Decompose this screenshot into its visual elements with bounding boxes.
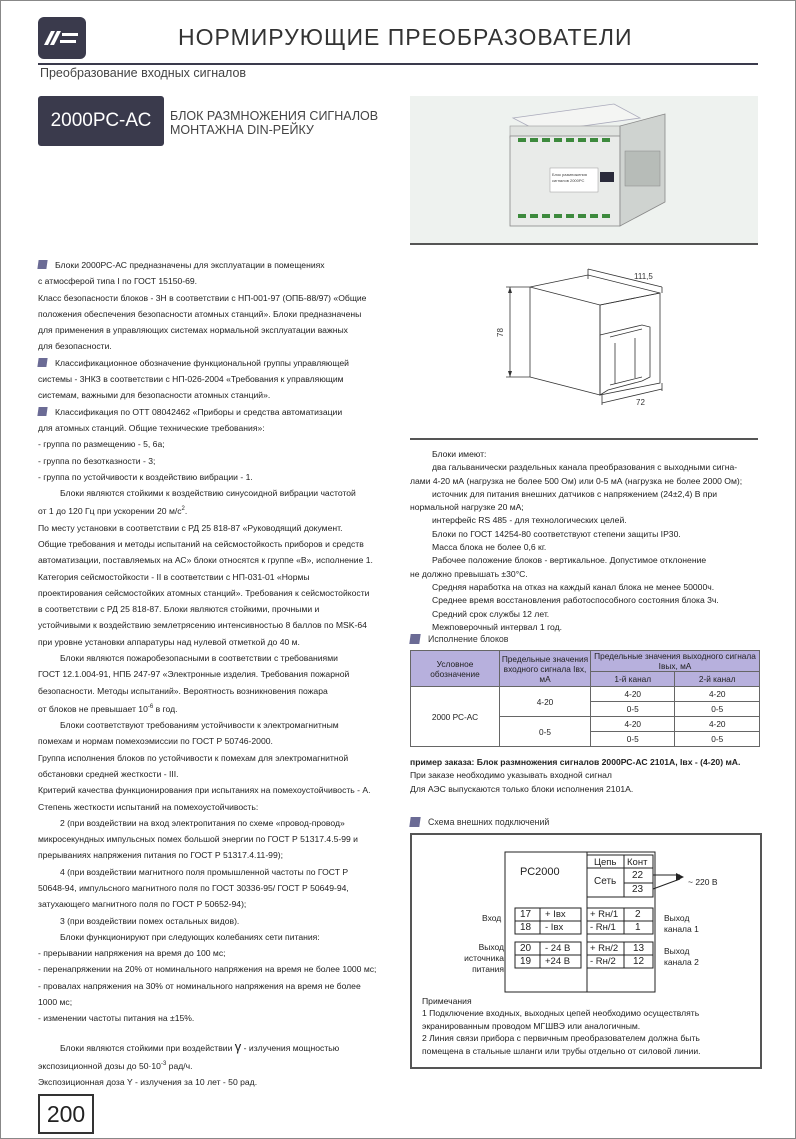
text-line: 1000 мс; [38,997,73,1008]
text-line: - группа по размещению - 5, 6а; [38,439,165,450]
order-line: пример заказа: Блок размножения сигналов 2000РС-АС 2101А, Iвх - (4-20) мА. [410,757,741,767]
output1-label-line: Выход [664,913,690,923]
versions-table [410,650,760,747]
text-line: интерфейс RS 485 - для технологических целей. [432,515,627,526]
terminal-signal: - Iвх [545,922,564,933]
circuit-header: Цепь [594,857,617,868]
text-line: прерываниях напряжения питания по ГОСТ Р 51317.4.11-99); [38,850,283,861]
text-line: микросекундных импульсных помех большой энергии по ГОСТ Р 51317.4.5-99 и [38,834,358,845]
company-logo [38,17,86,59]
table-heading-text: Исполнение блоков [428,634,509,644]
terminal-number: 19 [520,956,532,967]
text-line: Блоки по ГОСТ 14254-80 соответствуют степени защиты IP30. [432,528,681,539]
terminal-number: 13 [633,943,645,954]
text-line: нормальной нагрузке 20 мА; [410,502,524,513]
section-marker-icon [409,817,420,827]
notes [422,995,754,1057]
source-label-line: источника [464,953,504,963]
text-line: - группа по устойчивости к воздействию вибрации - 1. [38,471,253,482]
net-label: Сеть [594,876,617,887]
text-line: помехам и нормам помехоэмиссии по ГОСТ Р 50746-2000. [38,736,273,747]
terminal-number: 17 [520,909,532,920]
text-line: для безопасности. [38,341,112,352]
model-desc-line: БЛОК РАЗМНОЖЕНИЯ СИГНАЛОВ [170,109,379,123]
text-line: 4 (при воздействии магнитного поля промышленной частоты по ГОСТ Р [60,866,349,877]
note-line: экранированным проводом МГШВЭ или аналогичным. [422,1020,641,1031]
text-line: источник для питания внешних датчиков с напряжением (24±2,4) В при [432,488,718,499]
text-line: Средняя наработка на отказ на каждый канал блока не менее 50000ч. [432,581,715,592]
terminal-signal: +24 В [545,956,571,967]
text-line: от блоков не превышает $10^{-6}$ в год. [38,703,178,714]
text-line: от 1 до 120 Гц при ускорении 20 $м/с^2$. [38,506,188,517]
text-line: Блоки являются стойкими при воздействии γ - излучения мощностью [60,1038,340,1054]
text-line: два гальванически раздельных канала преобразования с выходными сигна- [432,462,738,473]
terminal-signal: + Rн/1 [590,909,619,920]
output2-label-line: канала 2 [664,957,699,967]
text-line: Категория сейсмостойкости - II в соответствии с НП-031-01 «Нормы [38,571,310,582]
text-line: - группа по безотказности - 3; [38,455,156,466]
dimension-drawing [410,245,758,440]
text-line: Общие требования и методы испытаний на сейсмостойкость приборов и средств [38,538,364,549]
note-line: 2 Линия связи прибора с первичным преобразователем должна быть [422,1033,700,1044]
header-input: Предельные значения входного сигнала Iвх, мА [500,651,591,687]
terminal-number: 1 [635,922,641,933]
text-line: Среднее время восстановления работоспособного состояния блока 3ч. [432,595,719,606]
table-cell: 0-5 [675,702,760,717]
text-line: для применения в управляющих системах нормальной эксплуатации важных [38,325,348,336]
terminal-signal: - Rн/1 [590,922,616,933]
device-label: РС2000 [520,866,560,878]
logo-mark-icon [44,30,80,46]
text-line: обстановки средней жесткости - III. [38,768,179,779]
output2-label-line: Выход [664,946,690,956]
text-line: Рабочее положение блоков - вертикальное. Допустимое отклонение [432,555,707,566]
scheme-heading-text: Схема внешних подключений [428,817,550,827]
terminal-signal: - Rн/2 [590,956,616,967]
text-line: Блоки имеют: [432,449,487,459]
output2-label [664,946,699,968]
text-line: Классификационное обозначение функциональной группы управляющей [38,355,390,371]
terminal-number: 12 [633,956,645,967]
table-cell: 0-5 [591,732,675,747]
header-channel-2: 2-й канал [675,672,760,687]
svg-text:78: 78 [496,328,505,337]
text-line: автоматизации, поставляемых на АС» блоки относятся к группе «В», исполнение 1. [38,555,373,566]
text-line: экспозиционной дозы до $50\cdot 10^{-3}$ рад/ч. [38,1060,193,1071]
text-line: Классификация по ОТТ 08042462 «Приборы и средства автоматизации [38,404,390,420]
contact-header: Конт [627,857,648,868]
bullet-icon [37,407,47,416]
note-line: помещена в стальные шланги или трубы отдельно от силовой линии. [422,1045,701,1056]
text-line: По месту установки в соответствии с РД 25 818-87 «Руководящий документ. [38,522,343,533]
wiring-scheme [410,833,762,1069]
table-cell: 4-20 [591,717,675,732]
text-line: Блоки 2000РС-АС предназначены для эксплуатации в помещениях [38,257,390,273]
text-line: - перенапряжении на 20% от номинального напряжения на время не более 1000 мс; [38,964,377,975]
text-line: Межповерочный интервал 1 год. [432,621,563,632]
bullet-icon [37,260,47,269]
text-line: ГОСТ 12.1.004-91, НПБ 247-97 «Электронные изделия. Требования пожарной [38,669,350,680]
text-line: Экспозиционная доза Y - излучения за 10 лет - 50 рад. [38,1077,258,1088]
model-description [170,109,378,137]
title-divider [38,63,758,65]
text-line: Критерий качества функционирования при испытаниях на помехоустойчивость - А. [38,785,371,796]
text-line: устойчивыми к воздействию землетрясению интенсивностью 8 баллов по MSK-64 [38,620,367,631]
product-photo [410,96,758,245]
order-example [410,756,760,796]
text-line: для атомных станций. Общие технические требования»: [38,422,265,433]
header-channel-1: 1-й канал [591,672,675,687]
text-line: Блоки соответствуют требованиям устойчивости к электромагнитным [60,720,339,731]
input-label: Вход [482,913,502,923]
table-cell: 0-5 [675,732,760,747]
text-line: Блоки являются пожаробезопасными в соответствии с требованиями [60,652,338,663]
svg-text:Блок размножения: Блок размножения [552,172,587,177]
output1-label-line: канала 1 [664,924,699,934]
net-contact-1: 22 [632,870,644,881]
text-line: Блоки функционируют при следующих колебаниях сети питания: [60,931,320,942]
text-line: 2 (при воздействии на вход электропитания по схеме «провод-провод» [60,817,345,828]
notes-title: Примечания [422,996,472,1006]
text-line: не должно превышать ±30°С. [410,568,528,579]
text-line: затухающего магнитного поля по ГОСТ Р 50652-94); [38,899,247,910]
model-badge: 2000РС-АС [38,96,164,146]
note-line: 1 Подключение входных, выходных цепей необходимо осуществлять [422,1008,700,1019]
svg-text:111,5: 111,5 [634,272,653,281]
section-subtitle: Преобразование входных сигналов [40,66,247,80]
table-row [411,687,760,702]
designation-cell: 2000 РС-АС [411,687,500,747]
text-line: Класс безопасности блоков - 3Н в соответствии с НП-001-97 (ОПБ-88/97) «Общие [38,292,367,303]
text-line: - изменении частоты питания на ±15%. [38,1013,195,1024]
arrow-right-icon [676,873,684,881]
text-line: Группа исполнения блоков по устойчивости к помехам для электромагнитной [38,752,349,763]
terminal-signal: - 24 В [545,943,571,954]
output1-label [664,913,699,935]
text-line: проектирования сейсмостойких атомных станций». Требования к сейсмостойкости [38,587,370,598]
page-number: 200 [38,1094,94,1134]
section-marker-icon [409,634,420,644]
table-cell: 4-20 [675,687,760,702]
input-cell: 4-20 [500,687,591,717]
text-line: безопасности. Методы испытаний». Вероятность возникновения пожара [38,685,328,696]
model-desc-line: МОНТАЖНА DIN-РЕЙКУ [170,123,314,137]
terminal-number: 20 [520,943,532,954]
header-output: Предельные значения выходного сигнала Iвых, мА [591,651,760,672]
table-cell: 4-20 [591,687,675,702]
text-line: с атмосферой типа I по ГОСТ 15150-69. [38,276,198,287]
order-line: Для АЭС выпускаются только блоки исполнения 2101А. [410,783,634,794]
order-line: При заказе необходимо указывать входной сигнал [410,770,612,781]
device-photo-image [410,96,758,243]
bullet-icon [37,358,47,367]
text-line: положения обеспечения безопасности атомных станций». Блоки предназначены [38,308,362,319]
svg-text:72: 72 [636,398,645,407]
table-heading [410,634,508,644]
table-header-row [411,651,760,672]
text-line: 50648-94, импульсного магнитного поля по ГОСТ 30336-95/ ГОСТ Р 50649-94, [38,883,349,893]
text-line: Средний срок службы 12 лет. [432,608,550,619]
text-line: системы - 3НКЗ в соответствии с НП-026-2004 «Требования к управляющим [38,374,344,385]
terminal-number: 2 [635,909,641,920]
table-cell: 4-20 [675,717,760,732]
terminal-signal: + Iвх [545,909,566,920]
right-column-text [410,448,760,634]
text-line: Масса блока не более 0,6 кг. [432,542,547,553]
svg-text:сигналов 2000РС: сигналов 2000РС [552,178,585,183]
source-label [452,942,504,975]
source-label-line: Выход [478,942,504,952]
terminal-signal: + Rн/2 [590,943,619,954]
net-contact-2: 23 [632,884,644,895]
header-designation: Условное обозначение [411,651,500,687]
left-column-text [38,257,390,1090]
dimension-drawing-image [410,245,758,438]
text-line: Блоки являются стойкими к воздействию синусоидной вибрации частотой [60,488,356,499]
text-line: Степень жесткости испытаний на помехоустойчивость: [38,801,259,812]
text-line: в соответствии с РД 25 818-87. Блоки являются стойкими, прочными и [38,604,320,615]
input-cell: 0-5 [500,717,591,747]
source-label-line: питания [472,964,504,974]
text-line: - провалах напряжения на 30% от номинального напряжения на время не более [38,980,361,991]
terminal-number: 18 [520,922,532,933]
page-title: НОРМИРУЮЩИЕ ПРЕОБРАЗОВАТЕЛИ [178,24,633,50]
text-line: при уровне установки аппаратуры над нулевой отметкой до 40 м. [38,636,300,647]
text-line: лами 4-20 мА (нагрузка не более 500 Ом) или 0-5 мА (нагрузка не более 2000 Ом); [410,475,743,486]
table-cell: 0-5 [591,702,675,717]
text-line: 3 (при воздействии помех остальных видов). [60,915,240,926]
scheme-heading [410,817,549,827]
voltage-label: ~ 220 В [688,877,718,887]
text-line: - прерывании напряжения на время до 100 мс; [38,948,226,959]
text-line: системам, важными для безопасности атомных станций». [38,390,271,401]
